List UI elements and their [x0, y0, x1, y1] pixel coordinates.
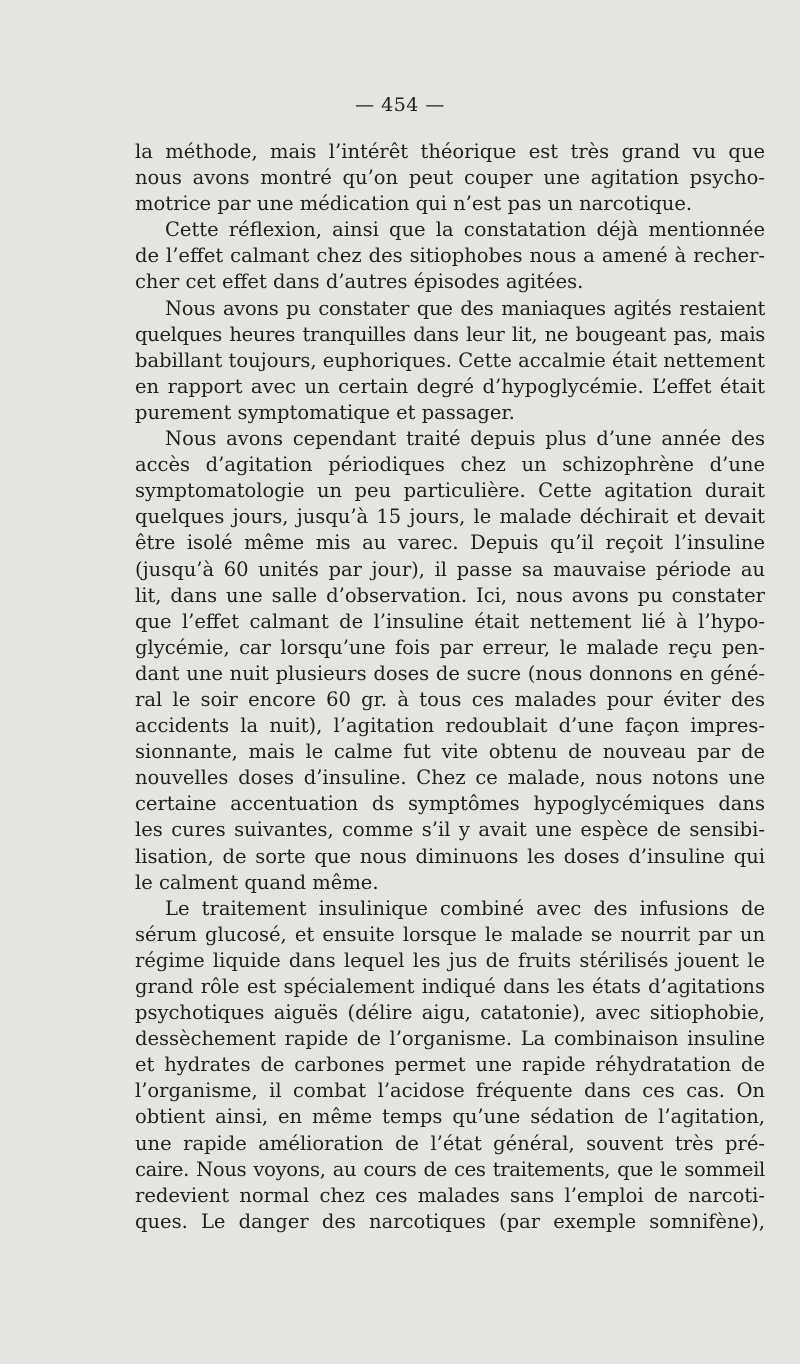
text-line: le calment quand même. [135, 870, 379, 894]
text-line: (jusqu’à 60 unités par jour), il passe sa mauvaise période au [135, 557, 765, 581]
text-line: purement symptomatique et passager. [135, 400, 515, 424]
text-line: nous avons montré qu’on peut couper une agitation psycho- [135, 166, 765, 190]
text-line: quelques heures tranquilles dans leur lit, ne bougeant pas, mais [135, 322, 765, 346]
text-line: lit, dans une salle d’observation. Ici, nous avons pu constater [135, 583, 765, 607]
text-line: babillant toujours, euphoriques. Cette accalmie était nettement [135, 348, 765, 372]
text-line: dant une nuit plusieurs doses de sucre (nous donnons en géné- [135, 661, 765, 685]
text-line: Cette réflexion, ainsi que la constatation déjà mentionnée [165, 218, 765, 242]
text-line: quelques jours, jusqu’à 15 jours, le malade déchirait et devait [135, 505, 765, 529]
text-line: Nous avons pu constater que des maniaques agités restaient [165, 296, 765, 320]
text-line: accès d’agitation périodiques chez un schizophrène d’une [135, 453, 765, 477]
text-line: redevient normal chez ces malades sans l’emploi de narcoti- [135, 1183, 765, 1207]
text-line: grand rôle est spécialement indiqué dans les états d’agitations [135, 975, 765, 998]
text-line: cher cet effet dans d’autres épisodes agitées. [135, 270, 584, 294]
body-text [135, 139, 765, 1235]
text-line: ral le soir encore 60 gr. à tous ces malades pour éviter des [135, 687, 765, 711]
text-line: sérum glucosé, et ensuite lorsque le malade se nourrit par un [135, 922, 765, 946]
text-line: obtient ainsi, en même temps qu’une sédation de l’agitation, [135, 1105, 765, 1129]
text-line: nouvelles doses d’insuline. Chez ce malade, nous notons une [135, 766, 765, 790]
text-line: dessèchement rapide de l’organisme. La combinaison insuline [135, 1027, 765, 1051]
text-line: glycémie, car lorsqu’une fois par erreur, le malade reçu pen- [135, 635, 765, 659]
text-line: Le traitement insulinique combiné avec des infusions de [165, 896, 765, 920]
text-line: symptomatologie un peu particulière. Cette agitation durait [135, 479, 765, 503]
text-line: lisation, de sorte que nous diminuons les doses d’insuline qui [135, 844, 765, 868]
text-line: certaine accentuation ds symptômes hypoglycémiques dans [135, 792, 765, 816]
text-line: et hydrates de carbones permet une rapide réhydratation de [135, 1053, 765, 1077]
text-line: motrice par une médication qui n’est pas un narcotique. [135, 192, 693, 216]
text-line: de l’effet calmant chez des sitiophobes nous a amené à recher- [135, 244, 765, 268]
text-line: une rapide amélioration de l’état général, souvent très pré- [135, 1131, 765, 1155]
text-line: sionnante, mais le calme fut vite obtenu de nouveau par de [135, 740, 765, 764]
text-line: psychotiques aiguës (délire aigu, catatonie), avec sitiophobie, [135, 1001, 765, 1025]
text-line: être isolé même mis au varec. Depuis qu’il reçoit l’insuline [135, 531, 765, 555]
text-line: accidents la nuit), l’agitation redoublait d’une façon impres- [135, 714, 765, 738]
text-line: régime liquide dans lequel les jus de fruits stérilisés jouent le [135, 948, 765, 972]
text-line: caire. Nous voyons, au cours de ces traitements, que le sommeil [135, 1157, 765, 1181]
text-line: Nous avons cependant traité depuis plus d’une année des [165, 427, 765, 451]
text-line: ques. Le danger des narcotiques (par exemple somnifène), [135, 1209, 765, 1233]
text-line: en rapport avec un certain degré d’hypoglycémie. L’effet était [135, 374, 765, 398]
text-line: l’organisme, il combat l’acidose fréquente dans ces cas. On [135, 1079, 765, 1103]
text-line: que l’effet calmant de l’insuline était nettement lié à l’hypo- [135, 609, 765, 633]
page-number: — 454 — [355, 94, 445, 116]
text-line: la méthode, mais l’intérêt théorique est très grand vu que [135, 140, 765, 163]
text-line: les cures suivantes, comme s’il y avait une espèce de sensibi- [135, 818, 765, 842]
